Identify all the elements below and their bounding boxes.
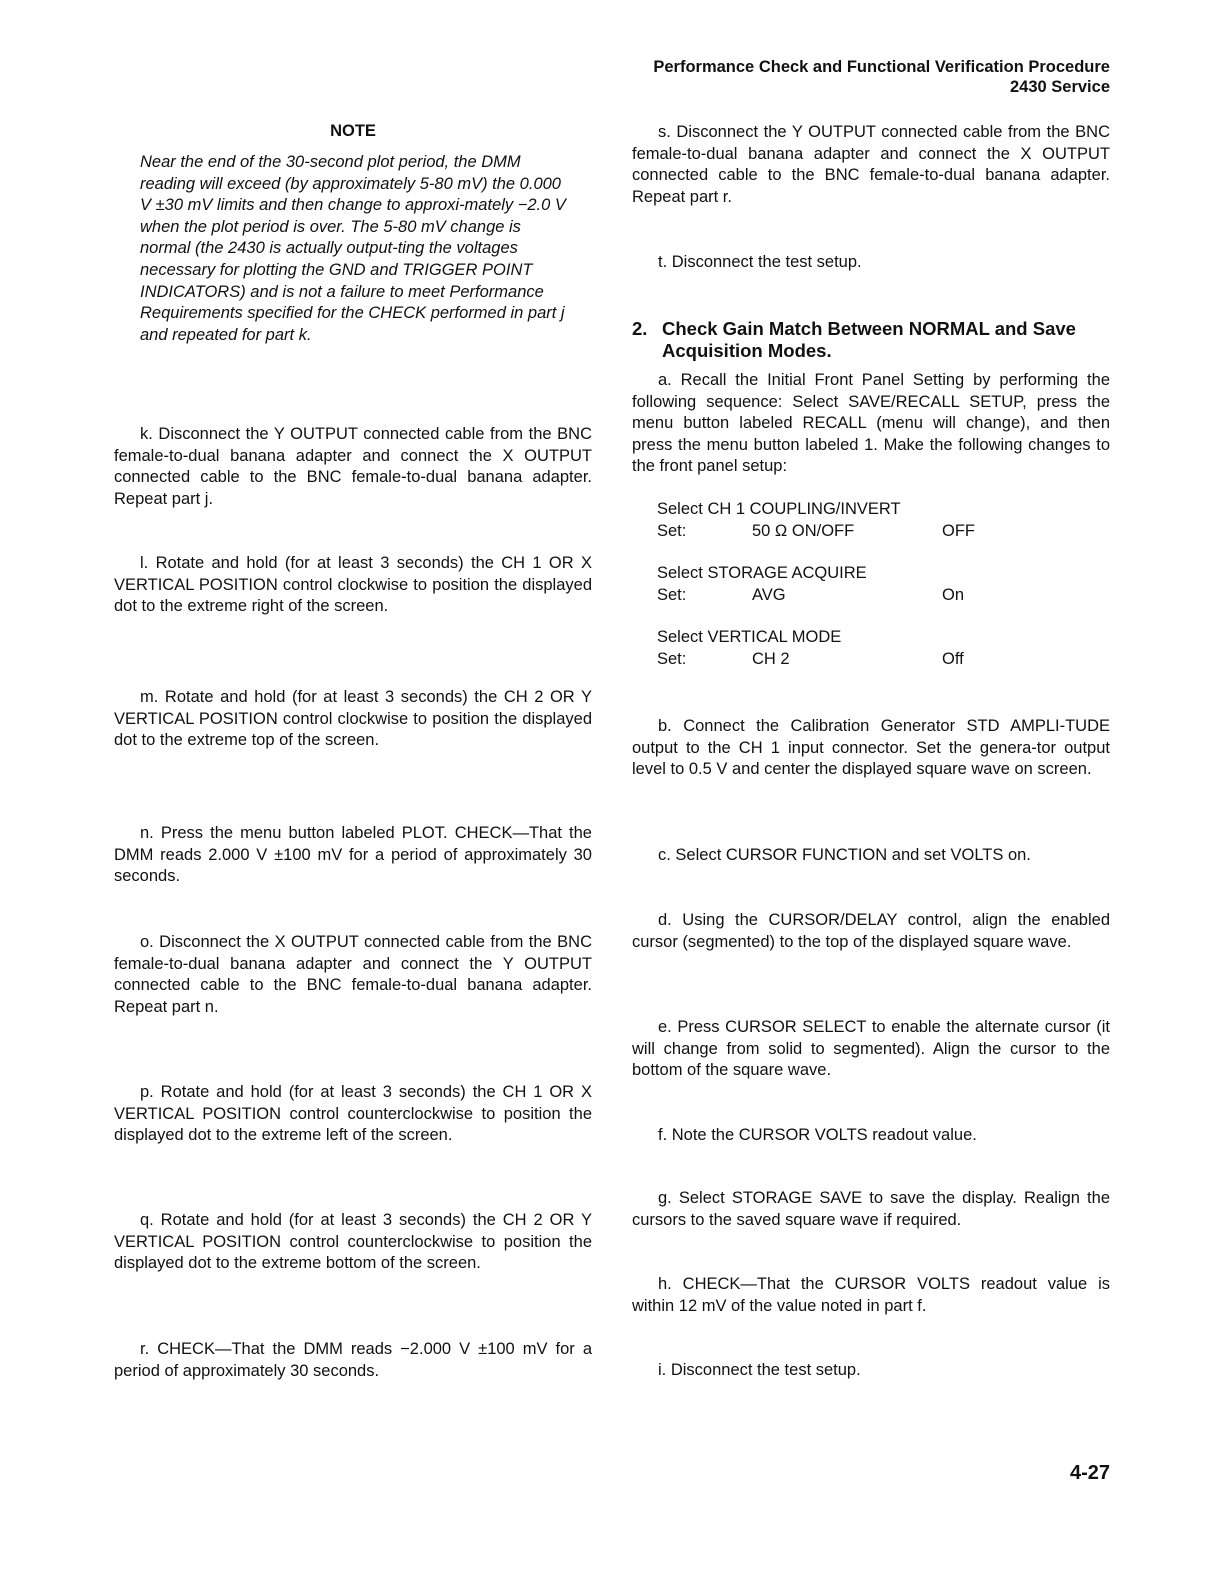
- page-number: 4-27: [1069, 1462, 1110, 1484]
- step-h: h. CHECK—That the CURSOR VOLTS readout value is within 12 mV of the value noted in part f.: [632, 1275, 1110, 1315]
- section-heading: [632, 318, 1110, 362]
- step-e: e. Press CURSOR SELECT to enable the alternate cursor (it will change from solid to segmented). Align the cursor to the bottom of the square wave.: [632, 1018, 1110, 1080]
- step-g: g. Select STORAGE SAVE to save the display. Realign the cursors to the saved square wave if required.: [632, 1189, 1110, 1229]
- setting-group: [657, 627, 1135, 670]
- setting-group: [657, 563, 1135, 606]
- note-box: [114, 122, 592, 346]
- setting-item: AVG: [752, 585, 786, 604]
- step-k: k. Disconnect the Y OUTPUT connected cable from the BNC female-to-dual banana adapter and connect the X OUTPUT connected cable to the BNC female-to-dual banana adapter. Repeat part j.: [114, 425, 592, 508]
- step-t: t. Disconnect the test setup.: [658, 253, 862, 271]
- section-title: Check Gain Match Between NORMAL and Save Acquisition Modes.: [662, 318, 1076, 361]
- header-subtitle: 2430 Service: [1009, 78, 1110, 96]
- step-c: c. Select CURSOR FUNCTION and set VOLTS on.: [658, 846, 1031, 864]
- setting-set-label: Set:: [657, 521, 687, 540]
- setting-value: OFF: [942, 521, 975, 540]
- setting-value: Off: [942, 649, 964, 668]
- setting-group: [657, 499, 1135, 542]
- step-p: p. Rotate and hold (for at least 3 seconds) the CH 1 OR X VERTICAL POSITION control counterclockwise to position the displayed dot to the extreme left of the screen.: [114, 1083, 592, 1145]
- step-q: q. Rotate and hold (for at least 3 seconds) the CH 2 OR Y VERTICAL POSITION control counterclockwise to position the displayed dot to the extreme bottom of the screen.: [114, 1211, 592, 1273]
- setting-item: CH 2: [752, 649, 790, 668]
- section-number: 2.: [632, 318, 648, 339]
- setting-select: Select VERTICAL MODE: [657, 628, 842, 647]
- step-i: i. Disconnect the test setup.: [658, 1361, 861, 1379]
- setting-item: 50 Ω ON/OFF: [752, 521, 855, 540]
- step-n: n. Press the menu button labeled PLOT. CHECK—That the DMM reads 2.000 V ±100 mV for a period of approximately 30 seconds.: [114, 824, 592, 886]
- note-title: NOTE: [330, 122, 376, 140]
- step-f: f. Note the CURSOR VOLTS readout value.: [658, 1126, 977, 1144]
- step-r: r. CHECK—That the DMM reads −2.000 V ±100 mV for a period of approximately 30 seconds.: [114, 1340, 592, 1380]
- page-header: [653, 57, 1110, 97]
- step-l: l. Rotate and hold (for at least 3 seconds) the CH 1 OR X VERTICAL POSITION control clockwise to position the displayed dot to the extreme right of the screen.: [114, 554, 592, 616]
- settings-table: [657, 499, 1135, 671]
- step-o: o. Disconnect the X OUTPUT connected cable from the BNC female-to-dual banana adapter and connect the Y OUTPUT connected cable to the BNC female-to-dual banana adapter. Repeat part n.: [114, 933, 592, 1016]
- step-b: b. Connect the Calibration Generator STD AMPLI-TUDE output to the CH 1 input connector. Set the genera-tor output level to 0.5 V and center the displayed square wave on screen.: [632, 717, 1110, 779]
- step-a: a. Recall the Initial Front Panel Setting by performing the following sequence: Select SAVE/RECALL SETUP, press the menu button labeled RECALL (menu will change), and then press the menu button labeled 1. Make the following changes to the front panel setup:: [632, 371, 1110, 476]
- step-d: d. Using the CURSOR/DELAY control, align the enabled cursor (segmented) to the top of the displayed square wave.: [632, 911, 1110, 951]
- setting-set-label: Set:: [657, 649, 687, 668]
- step-s: s. Disconnect the Y OUTPUT connected cable from the BNC female-to-dual banana adapter and connect the X OUTPUT connected cable to the BNC female-to-dual banana adapter. Repeat part r.: [632, 123, 1110, 206]
- setting-select: Select CH 1 COUPLING/INVERT: [657, 500, 901, 518]
- step-m: m. Rotate and hold (for at least 3 seconds) the CH 2 OR Y VERTICAL POSITION control clockwise to position the displayed dot to the extreme top of the screen.: [114, 688, 592, 750]
- setting-value: On: [942, 585, 965, 604]
- note-body: Near the end of the 30-second plot period, the DMM reading will exceed (by approximately 5-80 mV) the 0.000 V ±30 mV limits and then change to approxi-mately −2.0 V when the plot period is over. The 5-80 mV change is normal (the 2430 is actually output-ting the voltages necessary for plotting the GND and TRIGGER POINT INDICATORS) and is not a failure to meet Performance Requirements specified for the CHECK performed in part j and repeated for part k.: [140, 153, 566, 344]
- setting-set-label: Set:: [657, 585, 687, 604]
- header-title: Performance Check and Functional Verification Procedure: [653, 58, 1110, 76]
- setting-select: Select STORAGE ACQUIRE: [657, 564, 867, 583]
